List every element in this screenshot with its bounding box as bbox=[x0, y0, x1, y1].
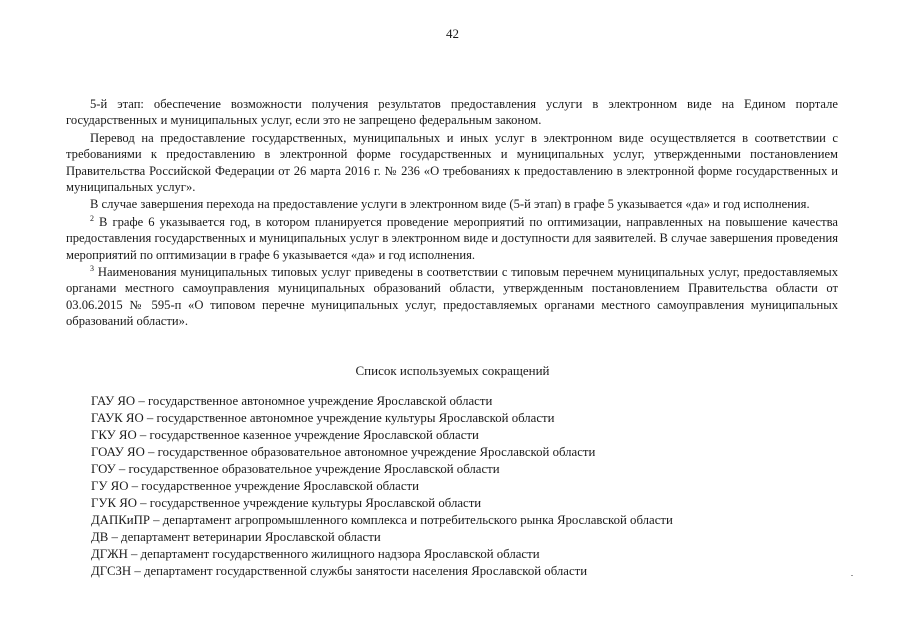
paragraph-text: Наименования муниципальных типовых услуг приведены в соответствии с типовым перечнем муниципальных услуг, предоставляемых органами местного самоуправления муниципальных образований области, утвержденным постановлением Правительства области от 03.06.2015 № 595-п «О типовом перечне муниципальных услуг, предоставляемых органами местного самоуправления муниципальных образований области». bbox=[66, 265, 838, 329]
abbreviations-list bbox=[91, 393, 851, 580]
paragraph-text: В случае завершения перехода на предоставление услуги в электронном виде (5-й этап) в графе 5 указывается «да» и год исполнения. bbox=[90, 197, 810, 212]
page-number: 42 bbox=[446, 26, 459, 41]
list-item: ГОУ – государственное образовательное учреждение Ярославской области bbox=[91, 462, 500, 476]
list-item: ДГЖН – департамент государственного жилищного надзора Ярославской области bbox=[91, 547, 540, 561]
abbreviations-title: Список используемых сокращений bbox=[355, 363, 550, 378]
footnote-marker: 2 bbox=[90, 213, 94, 223]
list-item: ГУК ЯО – государственное учреждение культуры Ярославской области bbox=[91, 496, 482, 510]
paragraph-transfer-requirements bbox=[66, 130, 838, 196]
list-item: ГОАУ ЯО – государственное образовательное автономное учреждение Ярославской области bbox=[91, 445, 596, 459]
list-item: ДГСЗН – департамент государственной службы занятости населения Ярославской области bbox=[91, 564, 588, 578]
list-item: ГАУ ЯО – государственное автономное учреждение Ярославской области bbox=[91, 394, 493, 408]
list-item: ДАПКиПР – департамент агропромышленного комплекса и потребительского рынка Ярославской области bbox=[91, 513, 673, 527]
footnote-marker: 3 bbox=[90, 264, 94, 274]
list-item: ГКУ ЯО – государственное казенное учреждение Ярославской области bbox=[91, 428, 479, 442]
paragraph-text: Перевод на предоставление государственных, муниципальных и иных услуг в электронном виде осуществляется в соответствии с требованиями к предоставлению в электронной форме государственных и муниципальных услуг, утвержденными постановлением Правительства Российской Федерации от 26 марта 2016 г. № 236 «О требованиях к предоставлению в электронной форме государственных и муниципальных услуг». bbox=[66, 130, 838, 195]
list-item: ГАУК ЯО – государственное автономное учреждение культуры Ярославской области bbox=[91, 411, 555, 425]
paragraph-completion-column-5 bbox=[66, 196, 838, 212]
paragraph-text: В графе 6 указывается год, в котором планируется проведение мероприятий по оптимизации, направленных на повышение качества предоставления государственных и муниципальных услуг в электронном виде и доступности для заявителей. В случае завершения проведения мероприятий по оптимизации в графе 6 указывается «да» и год исполнения. bbox=[66, 214, 838, 262]
paragraph-stage-5 bbox=[66, 96, 838, 129]
list-item: ДВ – департамент ветеринарии Ярославской области bbox=[91, 530, 381, 544]
footnote-2 bbox=[66, 214, 838, 263]
footnote-3 bbox=[66, 264, 838, 330]
paragraph-text: 5-й этап: обеспечение возможности получения результатов предоставления услуги в электронном виде на Едином портале государственных и муниципальных услуг, если это не запрещено федеральным законом. bbox=[66, 97, 838, 128]
footnote-text-block bbox=[66, 96, 838, 331]
list-item: ГУ ЯО – государственное учреждение Ярославской области bbox=[91, 479, 419, 493]
scan-speck bbox=[851, 575, 853, 576]
